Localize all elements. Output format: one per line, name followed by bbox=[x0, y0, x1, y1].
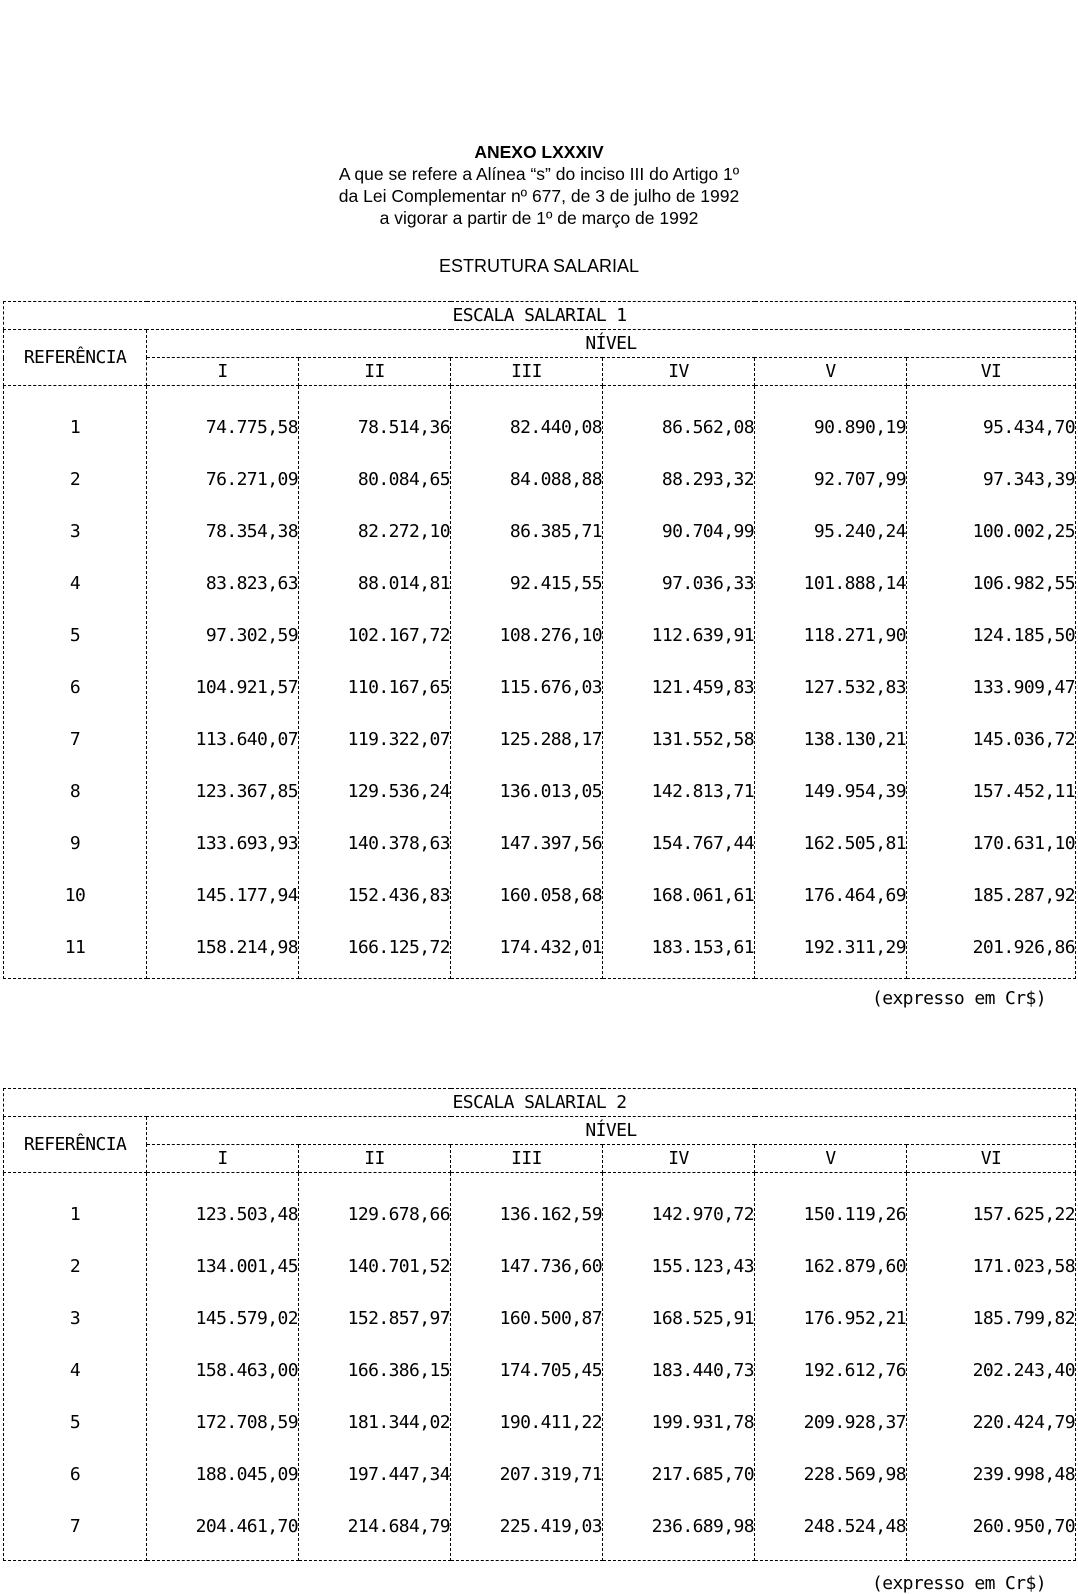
level-column bbox=[755, 386, 907, 979]
salary-value: 260.950,70 bbox=[972, 1516, 1076, 1537]
salary-value: 147.397,56 bbox=[499, 833, 602, 854]
salary-value: 100.002,25 bbox=[972, 521, 1076, 542]
salary-value: 134.001,45 bbox=[195, 1256, 298, 1277]
salary-value: 162.505,81 bbox=[803, 833, 906, 854]
annex-title: ANEXO LXXXIV bbox=[474, 142, 604, 162]
level-column-header: I bbox=[147, 358, 299, 386]
salary-value: 124.185,50 bbox=[972, 625, 1076, 646]
salary-value: 174.705,45 bbox=[499, 1360, 602, 1381]
reference-value: 6 bbox=[69, 1464, 81, 1485]
salary-value: 157.625,22 bbox=[972, 1204, 1076, 1225]
salary-value: 157.452,11 bbox=[972, 781, 1076, 802]
level-column-header: I bbox=[147, 1145, 299, 1173]
salary-value: 172.708,59 bbox=[195, 1412, 298, 1433]
salary-value: 129.536,24 bbox=[347, 781, 450, 802]
reference-header: REFERÊNCIA bbox=[4, 330, 147, 386]
salary-value: 183.153,61 bbox=[651, 937, 754, 958]
salary-value: 136.013,05 bbox=[499, 781, 602, 802]
salary-value: 97.343,39 bbox=[982, 469, 1076, 490]
salary-value: 154.767,44 bbox=[651, 833, 754, 854]
salary-value: 145.036,72 bbox=[972, 729, 1076, 750]
salary-value: 190.411,22 bbox=[499, 1412, 602, 1433]
salary-value: 76.271,09 bbox=[205, 469, 298, 490]
salary-value: 185.287,92 bbox=[972, 885, 1076, 906]
level-column-header: IV bbox=[603, 1145, 755, 1173]
salary-value: 162.879,60 bbox=[803, 1256, 906, 1277]
salary-value: 113.640,07 bbox=[195, 729, 298, 750]
reference-value: 9 bbox=[69, 833, 81, 854]
salary-value: 166.386,15 bbox=[347, 1360, 450, 1381]
salary-value: 228.569,98 bbox=[803, 1464, 906, 1485]
salary-value: 82.272,10 bbox=[357, 521, 450, 542]
salary-value: 110.167,65 bbox=[347, 677, 450, 698]
salary-value: 155.123,43 bbox=[651, 1256, 754, 1277]
level-column bbox=[603, 1173, 755, 1561]
salary-value: 145.177,94 bbox=[195, 885, 298, 906]
scale-title: ESCALA SALARIAL 2 bbox=[4, 1089, 1076, 1117]
level-column bbox=[451, 1173, 603, 1561]
level-column bbox=[147, 1173, 299, 1561]
salary-value: 106.982,55 bbox=[972, 573, 1076, 594]
level-column bbox=[755, 1173, 907, 1561]
level-column bbox=[299, 1173, 451, 1561]
salary-value: 199.931,78 bbox=[651, 1412, 754, 1433]
salary-value: 225.419,03 bbox=[499, 1516, 602, 1537]
reference-value: 7 bbox=[69, 1516, 81, 1537]
salary-value: 174.432,01 bbox=[499, 937, 602, 958]
salary-value: 149.954,39 bbox=[803, 781, 906, 802]
salary-value: 183.440,73 bbox=[651, 1360, 754, 1381]
reference-value: 2 bbox=[69, 1256, 81, 1277]
salary-value: 171.023,58 bbox=[972, 1256, 1076, 1277]
salary-value: 80.084,65 bbox=[357, 469, 450, 490]
salary-value: 121.459,83 bbox=[651, 677, 754, 698]
level-column-header: II bbox=[299, 1145, 451, 1173]
salary-value: 74.775,58 bbox=[205, 417, 298, 438]
salary-value: 90.704,99 bbox=[661, 521, 754, 542]
salary-value: 82.440,08 bbox=[509, 417, 602, 438]
salary-value: 123.503,48 bbox=[195, 1204, 298, 1225]
salary-value: 83.823,63 bbox=[205, 573, 298, 594]
reference-value: 3 bbox=[69, 1308, 81, 1329]
salary-value: 176.952,21 bbox=[803, 1308, 906, 1329]
salary-value: 147.736,60 bbox=[499, 1256, 602, 1277]
salary-structure-subtitle: ESTRUTURA SALARIAL bbox=[438, 256, 640, 276]
salary-value: 127.532,83 bbox=[803, 677, 906, 698]
reference-value: 1 bbox=[69, 417, 81, 438]
salary-value: 140.701,52 bbox=[347, 1256, 450, 1277]
reference-value: 5 bbox=[69, 625, 81, 646]
salary-value: 78.354,38 bbox=[205, 521, 298, 542]
salary-value: 86.385,71 bbox=[509, 521, 602, 542]
salary-value: 197.447,34 bbox=[347, 1464, 450, 1485]
salary-value: 214.684,79 bbox=[347, 1516, 450, 1537]
reference-value: 4 bbox=[69, 573, 81, 594]
reference-value: 2 bbox=[69, 469, 81, 490]
salary-value: 192.612,76 bbox=[803, 1360, 906, 1381]
level-column-header: V bbox=[755, 1145, 907, 1173]
reference-column bbox=[4, 1173, 147, 1561]
salary-value: 125.288,17 bbox=[499, 729, 602, 750]
level-column bbox=[147, 386, 299, 979]
salary-value: 129.678,66 bbox=[347, 1204, 450, 1225]
salary-value: 202.243,40 bbox=[972, 1360, 1076, 1381]
salary-value: 239.998,48 bbox=[972, 1464, 1076, 1485]
salary-value: 84.088,88 bbox=[509, 469, 602, 490]
salary-value: 86.562,08 bbox=[661, 417, 754, 438]
level-header: NÍVEL bbox=[147, 330, 1076, 358]
salary-scale-table-2 bbox=[3, 1088, 1076, 1561]
salary-value: 150.119,26 bbox=[803, 1204, 906, 1225]
salary-value: 152.857,97 bbox=[347, 1308, 450, 1329]
salary-value: 192.311,29 bbox=[803, 937, 906, 958]
level-column-header: IV bbox=[603, 358, 755, 386]
salary-value: 92.415,55 bbox=[509, 573, 602, 594]
salary-value: 97.036,33 bbox=[661, 573, 754, 594]
level-header: NÍVEL bbox=[147, 1117, 1076, 1145]
salary-value: 158.463,00 bbox=[195, 1360, 298, 1381]
salary-value: 145.579,02 bbox=[195, 1308, 298, 1329]
salary-value: 88.293,32 bbox=[661, 469, 754, 490]
salary-value: 185.799,82 bbox=[972, 1308, 1076, 1329]
salary-value: 188.045,09 bbox=[195, 1464, 298, 1485]
salary-value: 142.970,72 bbox=[651, 1204, 754, 1225]
scale-title: ESCALA SALARIAL 1 bbox=[4, 302, 1076, 330]
level-column bbox=[907, 386, 1076, 979]
currency-note: (expresso em Cr$) bbox=[871, 1573, 1046, 1594]
level-column-header: VI bbox=[907, 358, 1076, 386]
salary-value: 95.434,70 bbox=[982, 417, 1076, 438]
level-column-header: III bbox=[451, 358, 603, 386]
salary-value: 131.552,58 bbox=[651, 729, 754, 750]
salary-scale-table-1 bbox=[3, 301, 1076, 979]
salary-value: 201.926,86 bbox=[972, 937, 1076, 958]
salary-value: 138.130,21 bbox=[803, 729, 906, 750]
reference-value: 8 bbox=[69, 781, 81, 802]
level-column bbox=[299, 386, 451, 979]
salary-value: 160.500,87 bbox=[499, 1308, 602, 1329]
salary-value: 217.685,70 bbox=[651, 1464, 754, 1485]
salary-value: 166.125,72 bbox=[347, 937, 450, 958]
reference-value: 1 bbox=[69, 1204, 81, 1225]
reference-value: 6 bbox=[69, 677, 81, 698]
salary-value: 140.378,63 bbox=[347, 833, 450, 854]
salary-value: 108.276,10 bbox=[499, 625, 602, 646]
salary-value: 181.344,02 bbox=[347, 1412, 450, 1433]
salary-value: 236.689,98 bbox=[651, 1516, 754, 1537]
annex-reference-line-2: da Lei Complementar nº 677, de 3 de julho de 1992 bbox=[338, 186, 740, 206]
level-column-header: III bbox=[451, 1145, 603, 1173]
salary-value: 97.302,59 bbox=[205, 625, 298, 646]
reference-value: 10 bbox=[64, 885, 86, 906]
salary-value: 102.167,72 bbox=[347, 625, 450, 646]
salary-value: 142.813,71 bbox=[651, 781, 754, 802]
salary-value: 133.693,93 bbox=[195, 833, 298, 854]
currency-note: (expresso em Cr$) bbox=[871, 988, 1046, 1009]
salary-value: 90.890,19 bbox=[813, 417, 906, 438]
reference-value: 7 bbox=[69, 729, 81, 750]
salary-value: 158.214,98 bbox=[195, 937, 298, 958]
reference-column bbox=[4, 386, 147, 979]
salary-value: 112.639,91 bbox=[651, 625, 754, 646]
salary-value: 95.240,24 bbox=[813, 521, 906, 542]
salary-value: 204.461,70 bbox=[195, 1516, 298, 1537]
salary-value: 168.061,61 bbox=[651, 885, 754, 906]
salary-value: 92.707,99 bbox=[813, 469, 906, 490]
salary-value: 160.058,68 bbox=[499, 885, 602, 906]
salary-value: 136.162,59 bbox=[499, 1204, 602, 1225]
reference-value: 4 bbox=[69, 1360, 81, 1381]
level-column bbox=[603, 386, 755, 979]
salary-value: 248.524,48 bbox=[803, 1516, 906, 1537]
level-column-header: II bbox=[299, 358, 451, 386]
salary-value: 152.436,83 bbox=[347, 885, 450, 906]
level-column-header: VI bbox=[907, 1145, 1076, 1173]
salary-value: 168.525,91 bbox=[651, 1308, 754, 1329]
level-column bbox=[451, 386, 603, 979]
salary-value: 133.909,47 bbox=[972, 677, 1076, 698]
salary-value: 104.921,57 bbox=[195, 677, 298, 698]
annex-reference-line-1: A que se refere a Alínea “s” do inciso III do Artigo 1º bbox=[338, 164, 740, 184]
salary-value: 176.464,69 bbox=[803, 885, 906, 906]
salary-value: 119.322,07 bbox=[347, 729, 450, 750]
reference-value: 5 bbox=[69, 1412, 81, 1433]
level-column-header: V bbox=[755, 358, 907, 386]
level-column bbox=[907, 1173, 1076, 1561]
salary-value: 170.631,10 bbox=[972, 833, 1076, 854]
salary-value: 209.928,37 bbox=[803, 1412, 906, 1433]
salary-value: 78.514,36 bbox=[357, 417, 450, 438]
salary-value: 88.014,81 bbox=[357, 573, 450, 594]
annex-reference-line-3: a vigorar a partir de 1º de março de 1992 bbox=[379, 208, 699, 228]
salary-value: 123.367,85 bbox=[195, 781, 298, 802]
salary-value: 220.424,79 bbox=[972, 1412, 1076, 1433]
salary-value: 115.676,03 bbox=[499, 677, 602, 698]
salary-value: 207.319,71 bbox=[499, 1464, 602, 1485]
reference-header: REFERÊNCIA bbox=[4, 1117, 147, 1173]
salary-value: 101.888,14 bbox=[803, 573, 906, 594]
salary-value: 118.271,90 bbox=[803, 625, 906, 646]
reference-value: 11 bbox=[64, 937, 86, 958]
reference-value: 3 bbox=[69, 521, 81, 542]
